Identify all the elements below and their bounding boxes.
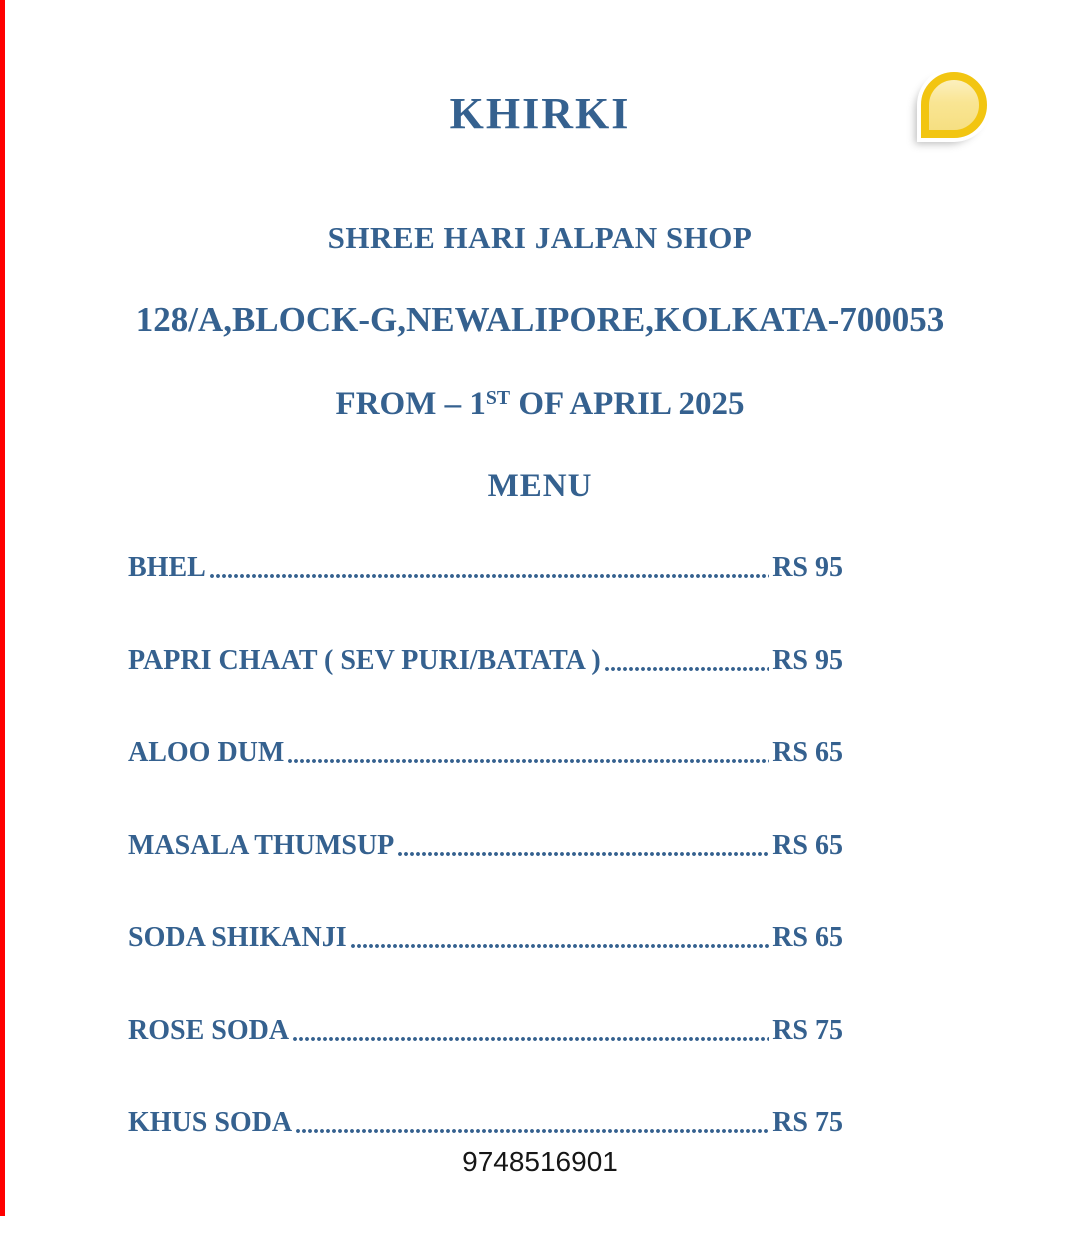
left-margin-red-bar (0, 0, 5, 1216)
menu-heading: MENU (487, 468, 593, 504)
menu-item-name: ROSE SODA (128, 1015, 290, 1047)
logo-teardrop-icon (921, 72, 987, 138)
dotted-leader (350, 942, 770, 950)
menu-item-price: RS 65 (772, 737, 843, 769)
menu-item-row (128, 549, 843, 585)
dotted-leader (292, 1035, 769, 1043)
menu-item-name: SODA SHIKANJI (128, 922, 347, 954)
effective-from-superscript: ST (485, 387, 511, 410)
menu-list (128, 549, 843, 1149)
menu-item-name: KHUS SODA (128, 1107, 293, 1139)
dotted-leader (604, 665, 770, 673)
menu-item-row (128, 827, 843, 863)
dotted-leader (397, 850, 769, 858)
menu-item-name: BHEL (128, 552, 206, 584)
menu-item-name: ALOO DUM (128, 737, 285, 769)
menu-item-name: MASALA THUMSUP (128, 830, 395, 862)
shop-address: 128/A,BLOCK-G,NEWALIPORE,KOLKATA-700053 (135, 300, 945, 339)
phone-number: 9748516901 (462, 1146, 618, 1177)
effective-from-suffix: OF APRIL 2025 (510, 386, 745, 422)
menu-item-row (128, 1012, 843, 1048)
menu-item-row (128, 642, 843, 678)
effective-from-prefix: FROM – 1 (335, 386, 486, 422)
dotted-leader (209, 572, 769, 580)
page-title: KHIRKI (449, 89, 631, 138)
dotted-leader (295, 1127, 769, 1135)
menu-item-price: RS 95 (772, 552, 843, 584)
menu-item-name: PAPRI CHAAT ( SEV PURI/BATATA ) (128, 645, 601, 677)
shop-name: SHREE HARI JALPAN SHOP (327, 220, 753, 255)
menu-item-price: RS 75 (772, 1107, 843, 1139)
effective-from-line (0, 386, 1080, 424)
menu-item-price: RS 95 (772, 645, 843, 677)
menu-item-row (128, 919, 843, 955)
menu-item-price: RS 75 (772, 1015, 843, 1047)
menu-item-row (128, 1104, 843, 1140)
menu-item-price: RS 65 (772, 830, 843, 862)
menu-item-price: RS 65 (772, 922, 843, 954)
dotted-leader (287, 757, 769, 765)
menu-item-row (128, 734, 843, 770)
